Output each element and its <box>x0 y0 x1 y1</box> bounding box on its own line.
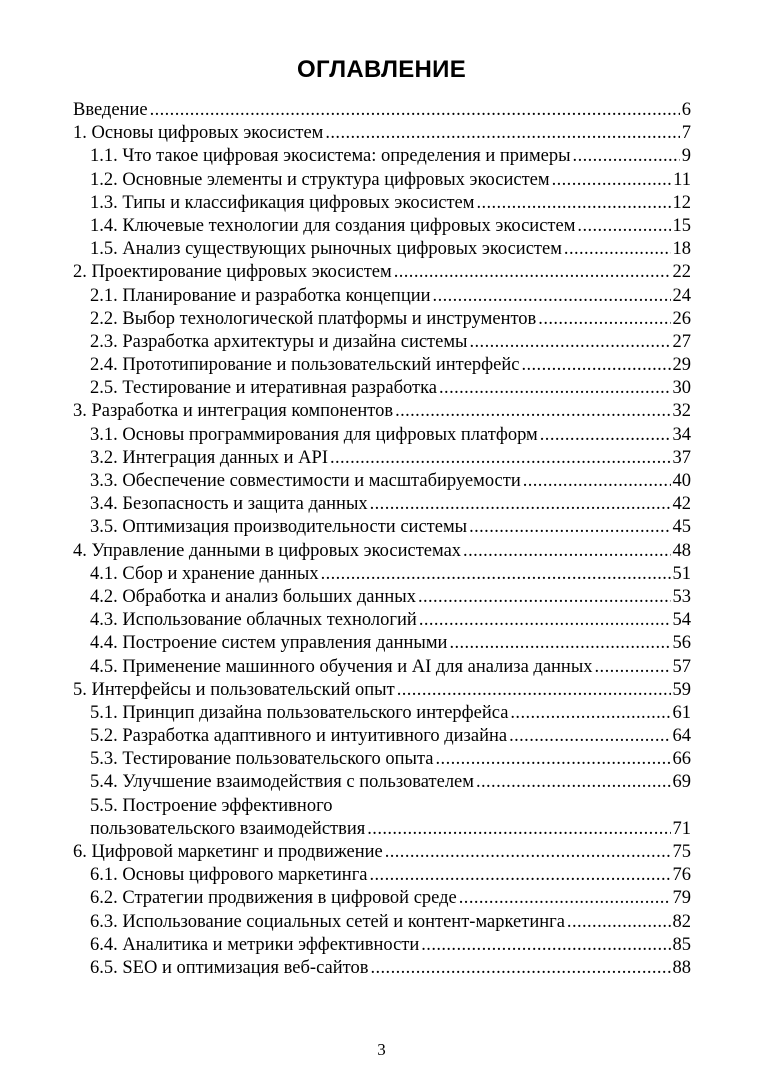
toc-entry-page: 29 <box>672 355 691 376</box>
toc-entry <box>73 122 691 145</box>
toc-entry <box>73 238 691 261</box>
toc-entry-page: 27 <box>672 331 691 352</box>
page-number: 3 <box>377 1040 386 1059</box>
dot-leader <box>367 818 670 841</box>
dot-leader <box>509 725 670 748</box>
toc-entry <box>73 470 691 493</box>
dot-leader <box>540 424 671 447</box>
toc-entry-page: 75 <box>672 842 691 862</box>
dot-leader <box>418 586 671 609</box>
toc-entry-page: 54 <box>672 610 691 631</box>
toc-entry-page: 61 <box>672 702 691 723</box>
dot-leader <box>421 934 670 957</box>
toc-entry <box>73 331 691 354</box>
dot-leader <box>523 470 671 493</box>
dot-leader <box>567 911 671 934</box>
toc-entry <box>73 540 691 563</box>
toc-entry-page: 53 <box>672 586 691 607</box>
toc-entry-page: 7 <box>681 123 691 144</box>
dot-leader <box>436 748 671 771</box>
dot-leader <box>459 887 671 910</box>
toc-entry <box>73 957 691 980</box>
toc-entry-page: 37 <box>672 447 691 468</box>
toc-entry <box>73 841 691 864</box>
dot-leader <box>510 702 670 725</box>
toc-entry <box>73 169 691 192</box>
dot-leader <box>449 632 670 655</box>
toc-entry <box>73 702 691 725</box>
toc-entry-page: 66 <box>672 749 691 770</box>
toc-entry <box>73 285 691 308</box>
dot-leader <box>370 864 671 887</box>
toc-entry <box>73 192 691 215</box>
toc-entry-page: 42 <box>672 494 691 515</box>
toc-entry-label: 5.2. Разработка адаптивного и интуитивного дизайна <box>90 726 508 747</box>
dot-leader <box>370 493 671 516</box>
toc-entry-page: 40 <box>672 471 691 491</box>
toc-entry-page: 51 <box>672 563 691 584</box>
toc-entry-page: 12 <box>672 192 691 213</box>
toc-entry-label: пользовательского взаимодействия <box>90 818 366 839</box>
toc-entry-label: 5.4. Улучшение взаимодействия с пользователем <box>90 772 474 793</box>
toc-entry-label: 6.2. Стратегии продвижения в цифровой среде <box>90 888 457 909</box>
toc-entry-label: 4.3. Использование облачных технологий <box>90 610 417 631</box>
toc-entry <box>73 679 691 702</box>
dot-leader <box>573 145 680 168</box>
dot-leader <box>397 679 671 702</box>
toc-entry-page: 34 <box>672 424 691 445</box>
dot-leader <box>469 516 670 539</box>
toc-entry-page: 45 <box>672 517 691 538</box>
toc-entry-label: 1. Основы цифровых экосистем <box>73 123 324 144</box>
toc-entry-page: 24 <box>672 285 691 306</box>
toc-entry-page: 79 <box>672 888 691 909</box>
toc-entry <box>73 818 691 841</box>
dot-leader <box>394 261 671 284</box>
toc-entry-page: 48 <box>672 540 691 561</box>
dot-leader <box>439 377 670 400</box>
toc-entry-label: 6. Цифровой маркетинг и продвижение <box>73 842 383 862</box>
toc-entry <box>73 400 691 423</box>
dot-leader <box>521 354 670 377</box>
toc-entry-label: 3.2. Интеграция данных и API <box>90 447 328 468</box>
toc-entry-page: 9 <box>681 146 691 167</box>
dot-leader <box>476 192 670 215</box>
toc-entry <box>73 516 691 539</box>
toc-entry-label: 1.5. Анализ существующих рыночных цифровых экосистем <box>90 239 562 260</box>
dot-leader <box>321 563 671 586</box>
toc-entry-label: 4.4. Построение систем управления данными <box>90 633 448 654</box>
toc-entry-page: 22 <box>672 262 691 283</box>
toc-entry <box>73 377 691 400</box>
toc-entry <box>73 771 691 794</box>
toc-entry-page: 88 <box>672 957 691 978</box>
dot-leader <box>538 308 670 331</box>
toc-entry-label: 1.2. Основные элементы и структура цифровых экосистем <box>90 169 550 190</box>
toc-entry <box>73 99 691 122</box>
toc-entry-label: 6.3. Использование социальных сетей и контент-маркетинга <box>90 911 565 932</box>
toc-entry <box>73 934 691 957</box>
table-of-contents <box>73 99 691 980</box>
toc-entry-label: 4.2. Обработка и анализ больших данных <box>90 586 416 607</box>
toc-entry <box>73 493 691 516</box>
dot-leader <box>370 957 670 980</box>
toc-entry <box>73 308 691 331</box>
toc-entry-label: 6.4. Аналитика и метрики эффективности <box>90 934 420 955</box>
toc-entry <box>73 261 691 284</box>
dot-leader <box>325 122 679 145</box>
toc-entry-label: 3. Разработка и интеграция компонентов <box>73 401 394 422</box>
toc-entry-label: 2.5. Тестирование и итеративная разработка <box>90 378 438 399</box>
toc-entry-label: 5.3. Тестирование пользовательского опыта <box>90 749 434 770</box>
dot-leader <box>419 609 671 632</box>
toc-entry <box>73 656 691 679</box>
toc-entry-label: 2.1. Планирование и разработка концепции <box>90 285 431 306</box>
toc-entry-label: 6.1. Основы цифрового маркетинга <box>90 865 368 886</box>
toc-entry <box>73 632 691 655</box>
toc-entry-page: 15 <box>672 215 691 236</box>
toc-entry <box>73 725 691 748</box>
toc-entry-page: 11 <box>673 169 691 190</box>
toc-entry-label: 4.1. Сбор и хранение данных <box>90 563 319 584</box>
toc-entry-page: 82 <box>672 911 691 932</box>
toc-entry-page: 30 <box>672 378 691 399</box>
dot-leader <box>595 656 671 679</box>
toc-entry-label: 5.1. Принцип дизайна пользовательского интерфейса <box>90 702 509 723</box>
toc-entry-label: 2.2. Выбор технологической платформы и инструментов <box>90 308 537 329</box>
toc-entry-page: 69 <box>672 772 691 793</box>
dot-leader <box>564 238 671 261</box>
page-title: ОГЛАВЛЕНИЕ <box>296 56 467 83</box>
toc-entry <box>73 215 691 238</box>
toc-entry <box>73 145 691 168</box>
toc-entry-page: 64 <box>672 726 691 747</box>
toc-entry <box>73 887 691 910</box>
dot-leader <box>577 215 670 238</box>
toc-entry-page: 71 <box>672 818 691 839</box>
toc-entry-label: 4. Управление данными в цифровых экосистемах <box>73 540 462 561</box>
dot-leader <box>463 540 670 563</box>
dot-leader <box>330 447 671 470</box>
toc-entry <box>73 795 691 818</box>
toc-entry-page: 76 <box>672 865 691 886</box>
toc-entry-page: 32 <box>672 401 691 422</box>
dot-leader <box>433 285 671 308</box>
dot-leader <box>385 841 671 864</box>
toc-entry-label: 2. Проектирование цифровых экосистем <box>73 262 392 283</box>
toc-entry-page: 18 <box>672 239 691 260</box>
dot-leader <box>395 400 670 423</box>
toc-entry-label: 3.1. Основы программирования для цифровых платформ <box>90 424 538 445</box>
toc-entry-label: 1.4. Ключевые технологии для создания цифровых экосистем <box>90 215 576 236</box>
dot-leader <box>552 169 672 192</box>
toc-entry-label: 5.5. Построение эффективного <box>90 795 333 816</box>
toc-entry-label: 6.5. SEO и оптимизация веб-сайтов <box>90 957 369 978</box>
dot-leader <box>150 99 680 122</box>
dot-leader <box>476 771 671 794</box>
toc-entry-label: 3.5. Оптимизация производительности системы <box>90 517 468 538</box>
toc-entry-label: 5. Интерфейсы и пользовательский опыт <box>73 679 395 700</box>
dot-leader <box>470 331 671 354</box>
toc-entry-page: 85 <box>672 934 691 955</box>
toc-entry-label: 4.5. Применение машинного обучения и AI для анализа данных <box>90 656 593 677</box>
toc-entry-page: 6 <box>681 100 691 120</box>
toc-entry <box>73 424 691 447</box>
toc-entry <box>73 911 691 934</box>
toc-entry-label: 2.4. Прототипирование и пользовательский интерфейс <box>90 355 520 376</box>
toc-entry-label: 3.3. Обеспечение совместимости и масштабируемости <box>90 471 521 491</box>
toc-entry <box>73 864 691 887</box>
toc-entry-label: 1.3. Типы и классификация цифровых экосистем <box>90 192 475 213</box>
toc-entry <box>73 586 691 609</box>
toc-entry <box>73 748 691 771</box>
toc-entry-page: 57 <box>672 656 691 677</box>
toc-entry <box>73 609 691 632</box>
toc-entry-label: Введение <box>73 100 148 120</box>
toc-entry-page: 56 <box>672 633 691 654</box>
toc-entry-label: 1.1. Что такое цифровая экосистема: определения и примеры <box>90 146 571 167</box>
toc-entry <box>73 447 691 470</box>
toc-entry-label: 2.3. Разработка архитектуры и дизайна системы <box>90 331 468 352</box>
toc-entry <box>73 563 691 586</box>
toc-entry-label: 3.4. Безопасность и защита данных <box>90 494 368 515</box>
toc-entry <box>73 354 691 377</box>
toc-entry-page: 26 <box>672 308 691 329</box>
toc-entry-page: 59 <box>672 679 691 700</box>
